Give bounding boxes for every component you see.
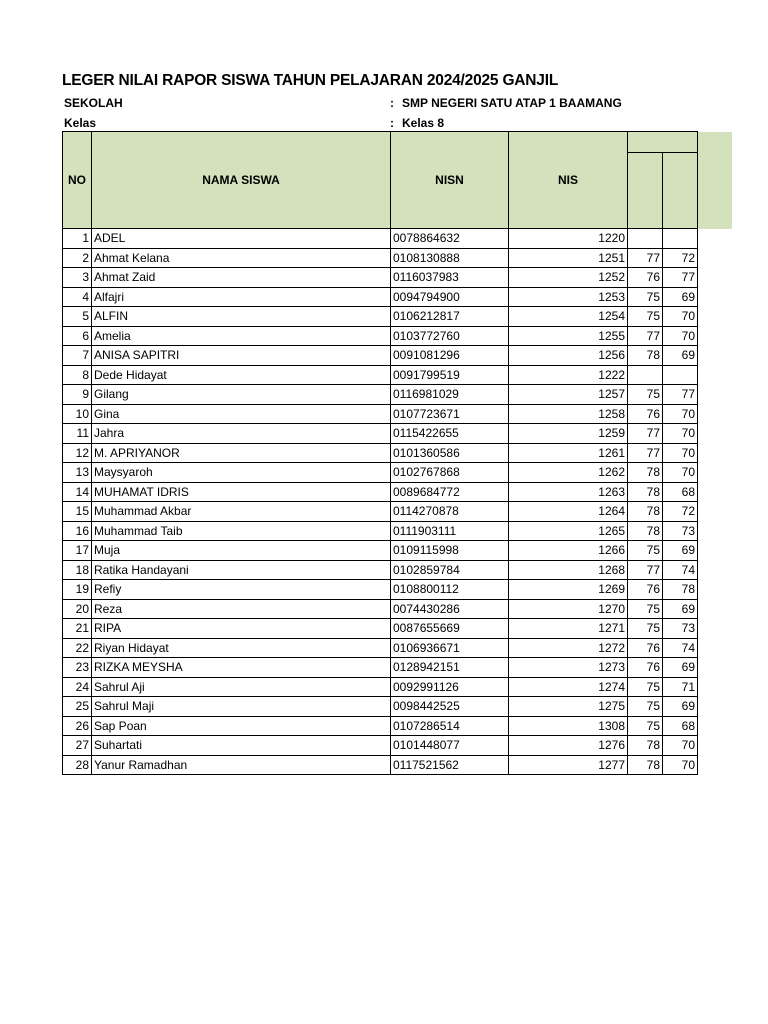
cell-score-1: 78	[628, 755, 663, 775]
cell-name: ALFIN	[92, 307, 391, 327]
cell-no: 2	[63, 248, 92, 268]
cell-no: 14	[63, 482, 92, 502]
cell-name: Dede Hidayat	[92, 365, 391, 385]
table-row	[63, 638, 698, 658]
cell-nis: 1271	[509, 619, 628, 639]
cell-no: 26	[63, 716, 92, 736]
cell-nisn: 0115422655	[391, 424, 509, 444]
table-row	[63, 346, 698, 366]
cell-score-1: 78	[628, 346, 663, 366]
cell-nisn: 0107286514	[391, 716, 509, 736]
column-header-nisn: NISN	[391, 132, 509, 229]
cell-nisn: 0074430286	[391, 599, 509, 619]
cell-name: Muhammad Taib	[92, 521, 391, 541]
cell-nisn: 0108800112	[391, 580, 509, 600]
cell-name: Amelia	[92, 326, 391, 346]
cell-no: 16	[63, 521, 92, 541]
cell-nis: 1272	[509, 638, 628, 658]
cell-nisn: 0107723671	[391, 404, 509, 424]
cell-name: Yanur Ramadhan	[92, 755, 391, 775]
cell-nis: 1261	[509, 443, 628, 463]
cell-nisn: 0106212817	[391, 307, 509, 327]
cell-score-2: 77	[663, 385, 698, 405]
column-header-nis: NIS	[509, 132, 628, 229]
cell-name: Jahra	[92, 424, 391, 444]
table-row	[63, 697, 698, 717]
cell-nis: 1263	[509, 482, 628, 502]
cell-name: Sahrul Maji	[92, 697, 391, 717]
cell-nis: 1255	[509, 326, 628, 346]
cell-score-1: 77	[628, 424, 663, 444]
cell-score-2: 69	[663, 599, 698, 619]
table-row	[63, 229, 698, 249]
grades-table	[62, 131, 698, 775]
class-value: Kelas 8	[402, 116, 445, 130]
cell-score-2: 73	[663, 521, 698, 541]
table-row	[63, 482, 698, 502]
cell-score-1	[628, 365, 663, 385]
cell-nis: 1220	[509, 229, 628, 249]
cell-no: 7	[63, 346, 92, 366]
cell-nis: 1264	[509, 502, 628, 522]
cell-nisn: 0109115998	[391, 541, 509, 561]
cell-nis: 1254	[509, 307, 628, 327]
school-separator: :	[390, 96, 394, 110]
cell-name: Maysyaroh	[92, 463, 391, 483]
table-row	[63, 502, 698, 522]
table-row	[63, 560, 698, 580]
cell-no: 21	[63, 619, 92, 639]
cell-score-1: 76	[628, 638, 663, 658]
table-row	[63, 365, 698, 385]
cell-score-1: 75	[628, 599, 663, 619]
cell-score-1: 78	[628, 463, 663, 483]
cell-nisn: 0094794900	[391, 287, 509, 307]
table-row	[63, 619, 698, 639]
table-row	[63, 385, 698, 405]
table-row	[63, 521, 698, 541]
cell-name: Ahmat Kelana	[92, 248, 391, 268]
cell-no: 6	[63, 326, 92, 346]
table-row	[63, 326, 698, 346]
cell-nisn: 0089684772	[391, 482, 509, 502]
cell-nisn: 0106936671	[391, 638, 509, 658]
cell-no: 3	[63, 268, 92, 288]
cell-nisn: 0078864632	[391, 229, 509, 249]
cell-score-2: 70	[663, 443, 698, 463]
cell-score-1: 75	[628, 697, 663, 717]
cell-name: ADEL	[92, 229, 391, 249]
cell-nisn: 0091081296	[391, 346, 509, 366]
table-row	[63, 268, 698, 288]
cell-name: MUHAMAT IDRIS	[92, 482, 391, 502]
class-separator: :	[390, 116, 394, 130]
cell-name: RIZKA MEYSHA	[92, 658, 391, 678]
cell-name: M. APRIYANOR	[92, 443, 391, 463]
cell-score-2: 74	[663, 560, 698, 580]
school-label: SEKOLAH	[64, 96, 123, 110]
cell-nisn: 0108130888	[391, 248, 509, 268]
cell-nisn: 0091799519	[391, 365, 509, 385]
cell-no: 4	[63, 287, 92, 307]
cell-name: Suhartati	[92, 736, 391, 756]
cell-no: 20	[63, 599, 92, 619]
cell-no: 11	[63, 424, 92, 444]
cell-nis: 1276	[509, 736, 628, 756]
cell-score-1	[628, 229, 663, 249]
table-row	[63, 287, 698, 307]
cell-score-2: 70	[663, 424, 698, 444]
cell-score-1: 77	[628, 248, 663, 268]
cell-score-1: 77	[628, 326, 663, 346]
table-row	[63, 580, 698, 600]
cell-nisn: 0087655669	[391, 619, 509, 639]
cell-nisn: 0128942151	[391, 658, 509, 678]
cell-name: Reza	[92, 599, 391, 619]
cell-score-2	[663, 365, 698, 385]
cell-score-1: 76	[628, 580, 663, 600]
cell-score-2: 70	[663, 404, 698, 424]
cell-score-1: 78	[628, 736, 663, 756]
cell-score-1: 75	[628, 677, 663, 697]
cell-no: 22	[63, 638, 92, 658]
cell-score-2: 72	[663, 248, 698, 268]
cell-score-1: 78	[628, 482, 663, 502]
table-row	[63, 541, 698, 561]
cell-no: 8	[63, 365, 92, 385]
cell-name: Muhammad Akbar	[92, 502, 391, 522]
cell-name: Refiy	[92, 580, 391, 600]
cell-nisn: 0102767868	[391, 463, 509, 483]
cell-nis: 1308	[509, 716, 628, 736]
cell-no: 25	[63, 697, 92, 717]
cell-score-2: 77	[663, 268, 698, 288]
column-header-name: NAMA SISWA	[92, 132, 391, 229]
cell-name: Gina	[92, 404, 391, 424]
table-row	[63, 599, 698, 619]
cell-nis: 1273	[509, 658, 628, 678]
cell-score-2: 70	[663, 755, 698, 775]
cell-nisn: 0101360586	[391, 443, 509, 463]
cell-nis: 1259	[509, 424, 628, 444]
cell-no: 18	[63, 560, 92, 580]
cell-score-1: 76	[628, 268, 663, 288]
cell-no: 13	[63, 463, 92, 483]
subject-header-2	[663, 153, 697, 228]
cell-no: 24	[63, 677, 92, 697]
cell-score-2: 70	[663, 463, 698, 483]
cell-score-2: 68	[663, 482, 698, 502]
cell-nisn: 0103772760	[391, 326, 509, 346]
cell-score-2: 78	[663, 580, 698, 600]
school-value: SMP NEGERI SATU ATAP 1 BAAMANG	[402, 96, 622, 110]
cell-score-2: 69	[663, 697, 698, 717]
cell-no: 1	[63, 229, 92, 249]
cell-no: 17	[63, 541, 92, 561]
cell-score-2: 70	[663, 736, 698, 756]
cell-no: 12	[63, 443, 92, 463]
cell-nis: 1277	[509, 755, 628, 775]
cell-nis: 1262	[509, 463, 628, 483]
table-row	[63, 248, 698, 268]
cell-score-1: 78	[628, 521, 663, 541]
cell-score-2	[663, 229, 698, 249]
cell-score-1: 75	[628, 385, 663, 405]
cell-nisn: 0092991126	[391, 677, 509, 697]
class-label: Kelas	[64, 116, 97, 130]
cell-nis: 1256	[509, 346, 628, 366]
cell-score-2: 68	[663, 716, 698, 736]
cell-score-2: 74	[663, 638, 698, 658]
cell-nis: 1257	[509, 385, 628, 405]
cell-name: RIPA	[92, 619, 391, 639]
cell-score-2: 69	[663, 287, 698, 307]
cell-no: 10	[63, 404, 92, 424]
cell-score-1: 75	[628, 716, 663, 736]
cell-score-1: 77	[628, 443, 663, 463]
cell-nisn: 0111903111	[391, 521, 509, 541]
cell-name: Muja	[92, 541, 391, 561]
cell-score-1: 75	[628, 541, 663, 561]
subject-header-1	[628, 153, 663, 228]
cell-score-1: 76	[628, 404, 663, 424]
cell-name: Alfajri	[92, 287, 391, 307]
cell-score-2: 71	[663, 677, 698, 697]
cell-score-2: 70	[663, 326, 698, 346]
cell-no: 28	[63, 755, 92, 775]
cell-score-1: 76	[628, 658, 663, 678]
column-header-no: NO	[63, 132, 92, 229]
cell-nis: 1275	[509, 697, 628, 717]
cell-nis: 1253	[509, 287, 628, 307]
cell-name: Ratika Handayani	[92, 560, 391, 580]
header-extension	[697, 132, 732, 229]
cell-score-2: 69	[663, 658, 698, 678]
cell-name: Sap Poan	[92, 716, 391, 736]
table-row	[63, 424, 698, 444]
cell-nisn: 0102859784	[391, 560, 509, 580]
table-row	[63, 755, 698, 775]
cell-nis: 1268	[509, 560, 628, 580]
cell-nis: 1270	[509, 599, 628, 619]
cell-name: Gilang	[92, 385, 391, 405]
subject-group-header	[628, 132, 697, 153]
cell-score-1: 75	[628, 307, 663, 327]
cell-score-1: 75	[628, 619, 663, 639]
cell-no: 15	[63, 502, 92, 522]
cell-nisn: 0117521562	[391, 755, 509, 775]
cell-no: 27	[63, 736, 92, 756]
cell-score-2: 70	[663, 307, 698, 327]
cell-no: 23	[63, 658, 92, 678]
cell-nis: 1274	[509, 677, 628, 697]
cell-score-2: 69	[663, 346, 698, 366]
cell-nisn: 0114270878	[391, 502, 509, 522]
cell-no: 5	[63, 307, 92, 327]
cell-nisn: 0098442525	[391, 697, 509, 717]
cell-score-1: 75	[628, 287, 663, 307]
cell-nis: 1269	[509, 580, 628, 600]
table-row	[63, 404, 698, 424]
cell-nis: 1222	[509, 365, 628, 385]
cell-nisn: 0116981029	[391, 385, 509, 405]
table-row	[63, 658, 698, 678]
cell-nis: 1266	[509, 541, 628, 561]
cell-name: Ahmat Zaid	[92, 268, 391, 288]
cell-nis: 1251	[509, 248, 628, 268]
cell-score-2: 72	[663, 502, 698, 522]
table-row	[63, 307, 698, 327]
column-header-subjects	[628, 132, 698, 229]
cell-nis: 1265	[509, 521, 628, 541]
cell-nisn: 0116037983	[391, 268, 509, 288]
page-title: LEGER NILAI RAPOR SISWA TAHUN PELAJARAN 2024/2025 GANJIL	[62, 72, 559, 89]
cell-name: ANISA SAPITRI	[92, 346, 391, 366]
cell-no: 9	[63, 385, 92, 405]
cell-score-1: 77	[628, 560, 663, 580]
table-row	[63, 463, 698, 483]
cell-score-1: 78	[628, 502, 663, 522]
cell-name: Riyan Hidayat	[92, 638, 391, 658]
table-row	[63, 443, 698, 463]
table-row	[63, 716, 698, 736]
table-row	[63, 736, 698, 756]
table-header-row	[63, 132, 698, 229]
cell-name: Sahrul Aji	[92, 677, 391, 697]
cell-nis: 1252	[509, 268, 628, 288]
cell-score-2: 73	[663, 619, 698, 639]
cell-nisn: 0101448077	[391, 736, 509, 756]
table-row	[63, 677, 698, 697]
cell-score-2: 69	[663, 541, 698, 561]
cell-nis: 1258	[509, 404, 628, 424]
cell-no: 19	[63, 580, 92, 600]
